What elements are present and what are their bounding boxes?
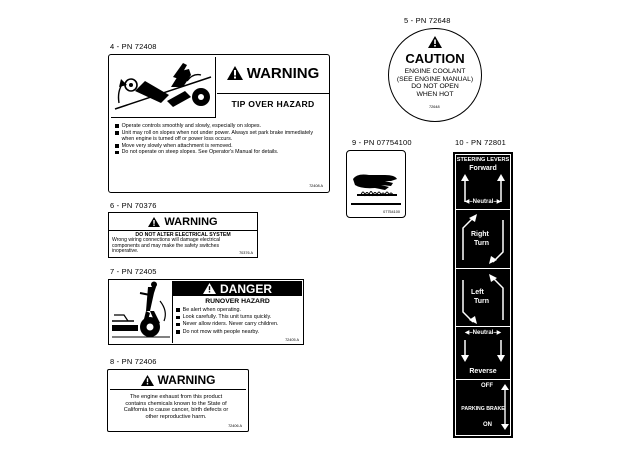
label-10-title: STEERING LEVERS xyxy=(456,157,510,163)
tip-over-pictogram xyxy=(111,57,216,118)
label-10-brake-on: ON xyxy=(483,422,492,428)
label-10-part-number: 10 - PN 72801 xyxy=(455,138,506,147)
list-item: Look carefully. This unit turns quickly. xyxy=(176,314,302,321)
list-item: Unit may roll on slopes when not under power. Always set park brake immediately when engine is turned off or power loss occurs. xyxy=(115,130,323,143)
hand-burn-icon xyxy=(351,169,403,199)
message-line: DO NOT OPEN xyxy=(411,83,459,91)
label-5-message xyxy=(389,68,481,98)
label-6-body: Wrong wiring connections will damage electrical components and may make the safety switches inoperative. xyxy=(112,237,221,255)
runover-pictogram xyxy=(110,281,173,343)
label-7-signal-header xyxy=(173,281,302,296)
list-item: Do not operate on steep slopes. See Operator's Manual for details. xyxy=(115,149,323,156)
danger-triangle-icon xyxy=(203,283,216,294)
label-10-parking-brake: PARKING BRAKE xyxy=(461,406,505,412)
label-5-part-number: 5 - PN 72648 xyxy=(404,16,451,25)
label-9-code: 07754100 xyxy=(383,210,400,214)
warning-triangle-icon xyxy=(148,217,160,227)
label-4-code: 72408 A xyxy=(309,184,323,188)
label-8-signal-word: WARNING xyxy=(157,373,216,387)
warning-triangle-icon xyxy=(141,375,154,386)
label-5-caution-decal xyxy=(388,28,482,122)
list-item: Operate controls smoothly and slowly, especially on slopes. xyxy=(115,123,323,130)
label-6-heading: DO NOT ALTER ELECTRICAL SYSTEM xyxy=(135,232,231,238)
label-4-bullet-list xyxy=(115,123,323,156)
label-8-body: The engine exhaust from this product contains chemicals known to the State of California to cause cancer, birth defects or other reproductive harm. xyxy=(123,394,229,420)
divider xyxy=(456,379,510,380)
label-7-bullet-list xyxy=(176,307,302,336)
label-8-exhaust-warning xyxy=(107,369,249,432)
list-item: Move very slowly when attachment is removed. xyxy=(115,143,323,150)
message-line: WHEN HOT xyxy=(416,90,454,98)
label-8-part-number: 8 - PN 72406 xyxy=(110,357,157,366)
label-9-part-number: 9 - PN 07754100 xyxy=(352,138,412,147)
label-9-heat-bar xyxy=(351,203,401,205)
label-10-brake-off: OFF xyxy=(481,383,493,389)
divider xyxy=(456,326,510,327)
label-4-hazard-title: TIP OVER HAZARD xyxy=(231,99,315,109)
label-6-signal-header xyxy=(109,214,257,229)
message-line: (SEE ENGINE MANUAL) xyxy=(396,75,474,83)
label-10-reverse: Reverse xyxy=(469,368,497,375)
label-9-hot-surface-decal xyxy=(346,150,406,218)
list-item: Never allow riders. Never carry children. xyxy=(176,321,302,328)
label-8-signal-header xyxy=(108,372,248,388)
list-item: Be alert when operating. xyxy=(176,307,302,314)
label-4-tip-over-warning xyxy=(108,54,330,193)
label-10-steering-levers xyxy=(453,152,513,438)
label-7-signal-word: DANGER xyxy=(219,281,272,296)
label-7-hazard-title: RUNOVER HAZARD xyxy=(205,298,270,305)
label-6-signal-word: WARNING xyxy=(164,215,218,228)
list-item: Do not mow with people nearby. xyxy=(176,329,302,336)
label-7-part-number: 7 - PN 72405 xyxy=(110,267,157,276)
label-10-neutral-bottom: ◀–Neutral–▶ xyxy=(464,330,502,336)
label-6-electrical-warning xyxy=(108,212,258,258)
label-10-right-turn: Right Turn xyxy=(471,231,490,247)
divider xyxy=(456,209,510,210)
message-line: ENGINE COOLANT xyxy=(404,68,466,75)
label-4-signal-header xyxy=(217,61,329,85)
label-6-code: 70376 A xyxy=(239,251,253,255)
label-7-code: 72405 A xyxy=(285,338,299,342)
label-5-signal-word: CAUTION xyxy=(405,51,465,66)
label-4-signal-word: WARNING xyxy=(246,64,320,82)
label-4-part-number: 4 - PN 72408 xyxy=(110,42,157,51)
reverse-arrows-icon xyxy=(459,338,507,364)
label-8-divider xyxy=(110,389,246,390)
caution-triangle-icon xyxy=(428,36,442,48)
label-5-code: 72648 xyxy=(429,105,440,109)
divider xyxy=(456,268,510,269)
warning-triangle-icon xyxy=(227,66,243,80)
label-10-left-turn: Left Turn xyxy=(471,289,490,305)
label-10-neutral-top: ◀–Neutral–▶ xyxy=(464,199,502,205)
label-6-divider xyxy=(109,230,257,231)
label-6-part-number: 6 - PN 70376 xyxy=(110,201,157,210)
label-8-code: 72406 A xyxy=(228,424,242,428)
label-7-runover-danger xyxy=(108,279,304,345)
label-10-forward: Forward xyxy=(469,165,497,172)
brake-lever-arrow-icon xyxy=(501,384,509,430)
label-4-divider xyxy=(217,93,329,94)
